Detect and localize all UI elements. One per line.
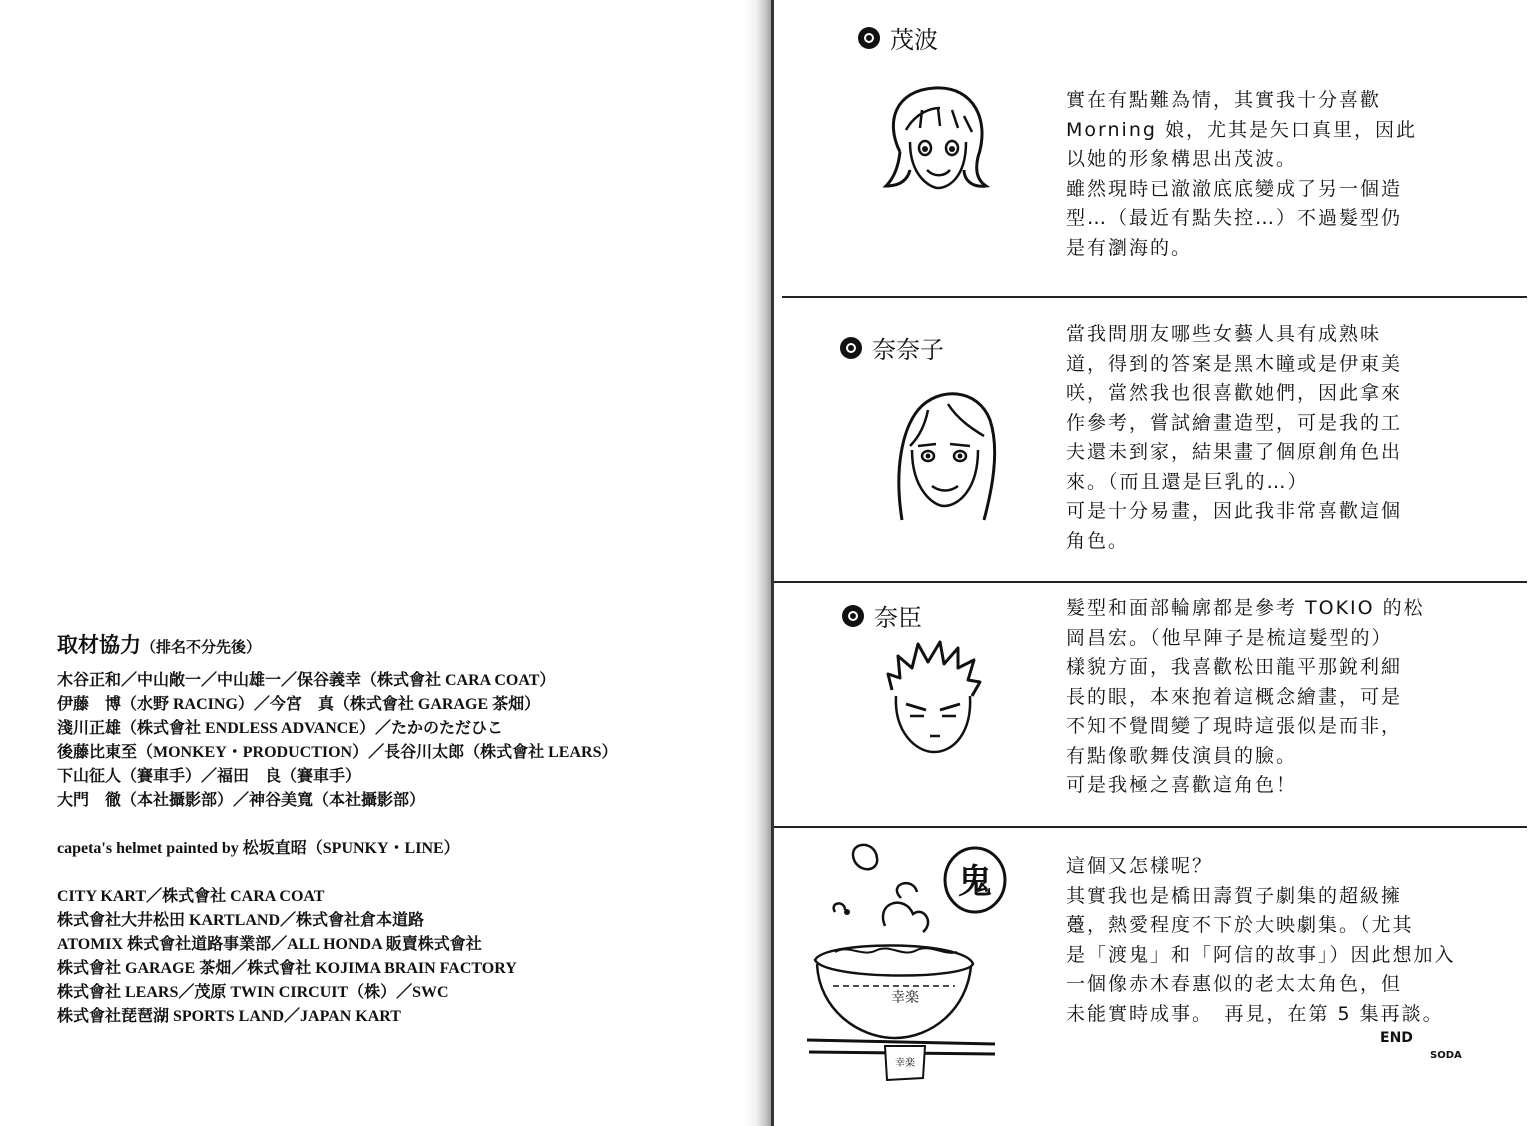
- ramen-bowl-sketch-icon: [805, 840, 1005, 1090]
- character-essay: 實在有點難為情，其實我十分喜歡 Morning 娘，尤其是矢口真里，因此 以她的形象構思出茂波。 雖然現時已澈澈底底變成了另一個造 型…（最近有點失控…）不過髮型仍 是有瀏海的。: [1066, 89, 1417, 259]
- credit-line: 株式會社 LEARS／茂原 TWIN CIRCUIT（株）／SWC: [57, 984, 449, 1001]
- end-signature: [1380, 1030, 1462, 1061]
- face-sketch-nanako-icon: [888, 380, 1000, 530]
- chopsticks-label: 幸楽: [895, 1058, 915, 1069]
- oni-label: 鬼: [958, 862, 992, 902]
- face-sketch-mona-icon: [880, 82, 992, 200]
- section-divider: [782, 296, 1527, 298]
- badge-icon: [840, 337, 862, 359]
- credit-line: 淺川正雄（株式會社 ENDLESS ADVANCE）／たかのただひこ: [57, 720, 503, 737]
- section-divider: [774, 581, 1527, 583]
- character-essay: 髮型和面部輪廓都是參考 TOKIO 的松 岡昌宏。（他早陣子是梳這髮型的） 樣貌方面，我喜歡松田龍平那銳利細 長的眼，本來抱着這概念繪畫，可是 不知不覺間變了現時這張似是而非， 有點像歌舞伎演員的臉。 可是我極之喜歡這角色！: [1066, 597, 1425, 796]
- face-sketch-naomi-icon: [884, 640, 984, 760]
- character-heading-mona: [858, 20, 938, 55]
- credit-line: 伊藤 博（水野 RACING）／今宮 真（株式會社 GARAGE 茶畑）: [57, 696, 541, 713]
- credit-line: 株式會社大井松田 KARTLAND／株式會社倉本道路: [57, 912, 425, 929]
- credit-line: 株式會社琵琶湖 SPORTS LAND／JAPAN KART: [57, 1008, 401, 1025]
- character-heading-naomi: [842, 598, 922, 633]
- badge-icon: [842, 605, 864, 627]
- character-heading-nanako: [840, 330, 944, 365]
- helmet-credit: capeta's helmet painted by 松坂直昭（SPUNKY・LINE）: [57, 840, 460, 857]
- credit-line: 株式會社 GARAGE 茶畑／株式會社 KOJIMA BRAIN FACTORY: [57, 960, 517, 977]
- character-name: 茂波: [890, 26, 938, 54]
- book-spine: [744, 0, 774, 1126]
- credit-line: 木谷正和／中山敞一／中山雄一／保谷義幸（株式會社 CARA COAT）: [57, 672, 556, 689]
- character-name: 奈奈子: [872, 336, 944, 364]
- credits-title: 取材協力: [57, 633, 141, 657]
- credit-line: CITY KART／株式會社 CARA COAT: [57, 888, 325, 905]
- credit-line: ATOMIX 株式會社道路事業部／ALL HONDA 販賣株式會社: [57, 936, 482, 953]
- credit-line: 下山征人（賽車手）／福田 良（賽車手）: [57, 768, 362, 785]
- section-divider: [774, 826, 1527, 828]
- credits-heading: [57, 630, 717, 663]
- page-divider: [771, 0, 774, 1126]
- bowl-label: 幸楽: [891, 990, 919, 1006]
- character-essay: 這個又怎樣呢？ 其實我也是橋田壽賀子劇集的超級擁 躉，熱愛程度不下於大映劇集。（尤其 是「渡鬼」和「阿信的故事」）因此想加入 一個像赤木春惠似的老太太角色，但 未能實時成事。 再見，在第 5 集再談。: [1066, 855, 1456, 1025]
- badge-icon: [858, 27, 880, 49]
- character-name: 奈臣: [874, 604, 922, 632]
- end-label: END: [1380, 1030, 1413, 1046]
- credits-block: [57, 630, 717, 1029]
- credit-line: 大門 徹（本社攝影部）／神谷美寬（本社攝影部）: [57, 792, 426, 809]
- character-essay: 當我問朋友哪些女藝人具有成熟味 道，得到的答案是黑木瞳或是伊東美 咲，當然我也很喜歡她們，因此拿來 作參考，嘗試繪畫造型，可是我的工 夫還未到家，結果畫了個原創角色出 來。（而且還是巨乳的…） 可是十分易畫，因此我非常喜歡這個 角色。: [1066, 323, 1403, 552]
- credit-line: 後藤比東至（MONKEY・PRODUCTION）／長谷川太郎（株式會社 LEARS）: [57, 744, 618, 761]
- author-signature: SODA: [1430, 1050, 1462, 1061]
- credits-note: （排名不分先後）: [141, 640, 262, 656]
